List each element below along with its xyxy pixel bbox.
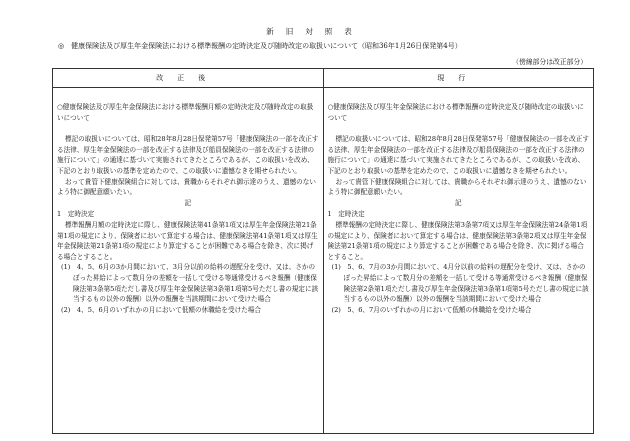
current-section-1-text: 標準報酬の定時決定に際し、健康保険法第3条第7項又は厚生年金保険法第24条第1項の規定により、保険者において算定する場合は、健康保険法第3条第2項又は厚生年金保険法第21条第1項の規定により算定することが困難である場合を除き、次に掲げる場合とすること。 xyxy=(327,220,588,261)
comparison-table xyxy=(52,68,594,434)
current-paragraph-1: 標記の取扱いについては、昭和28年8月28日保発第57号「健康保険法の一部を改正する法律、厚生年金保険法の一部を改正する法律及び船員保険法の一部を改正する法律の施行について」の通達に基づいて実施されてきたところであるが、この取扱いを改め、下記のとおり取扱いの基準を定めたので、この取扱いに遺憾なきを期せられたい。 xyxy=(327,135,589,175)
revised-paragraph-2: おって貴管下健康保険組合に対しては、貴職からそれぞれ御示達のうえ、遺憾のないよう特に御配意願いたい。 xyxy=(57,177,316,197)
current-heading: ○健康保険法及び厚生年金保険法における標準報酬の定時決定及び随時改定の取扱いについて xyxy=(327,103,584,122)
current-section-1-title: 1 定時決定 xyxy=(327,210,365,219)
revised-item-2: (2) 4、5、6月のいずれかの月において低額の休職給を受けた場合 xyxy=(61,305,261,314)
revised-ki: 記 xyxy=(184,198,192,207)
revised-item-1: (1) 4、5、6月の3か月間において、3月分以前の給料の遅配分を受け、又は、さかのぼった昇給によって数月分の差額を一括して受ける等通常受けるべき報酬（健康保険法第3条第5項ただし書及び厚生年金保険法第3条第1項第5号ただし書の規定に該当するもの以外の報酬）以外の報酬を当該期間において受けた場合 xyxy=(61,263,319,304)
document-subtitle: ◎ 健康保険法及び厚生年金保険法における標準報酬の定時決定及び随時改定の取扱いについて（昭和36年1月26日保発第4号） xyxy=(58,42,462,50)
current-column-header: 現行 xyxy=(323,69,594,88)
table-body-row xyxy=(53,88,594,434)
revised-section-1-text: 標準報酬月額の定時決定に際し、健康保険法第41条第1項又は厚生年金保険法第21条第1項の規定により、保険者において算定する場合は、健康保険法第41条第1項又は厚生年金保険法第21条第1項の規定により算定することが困難である場合を除き、次に掲げる場合とすること。 xyxy=(57,220,318,261)
revised-column-header: 改正後 xyxy=(53,69,324,88)
revised-paragraph-1: 標記の取扱いについては、昭和28年8月28日保発第57号「健康保険法の一部を改正する法律、厚生年金保険法の一部を改正する法律及び船員保険法の一部を改正する法律の施行について」の通達に基づいて実施されてきたところであるが、この取扱いを改め、下記のとおり取扱いの基準を定めたので、この取扱いに遺憾なきを期せられたい。 xyxy=(57,135,319,175)
current-item-2: (2) 5、6、7月のいずれかの月において低額の休職給を受けた場合 xyxy=(331,305,532,314)
table-header-row xyxy=(53,69,594,88)
current-column xyxy=(323,88,594,434)
revised-section-1-title: 1 定時決定 xyxy=(57,210,95,219)
current-ki: 記 xyxy=(454,198,462,207)
current-paragraph-2: おって貴管下健康保険組合に対しては、貴職からそれぞれ御示達のうえ、遺憾のないよう特に御配意願いたい。 xyxy=(327,177,587,197)
revised-column xyxy=(53,88,324,434)
current-item-1: (1) 5、6、7月の3か月間において、4月分以前の給料の遅配分を受け、又は、さかのぼった昇給によって数月分の差額を一括して受ける等通常受けるべき報酬（健康保険法第2条第1項ただし書及び厚生年金保険法第3条第1項第5号ただし書の規定に該当するもの以外の報酬）以外の報酬を当該期間において受けた場合 xyxy=(331,263,589,304)
underline-note: （傍線部分は改正部分） xyxy=(512,58,587,66)
page-title: 新旧対照表 xyxy=(266,27,364,36)
revised-heading: ○健康保険法及び厚生年金保険法における標準報酬月額の定時決定及び随時改定の取扱いについて xyxy=(57,103,314,122)
